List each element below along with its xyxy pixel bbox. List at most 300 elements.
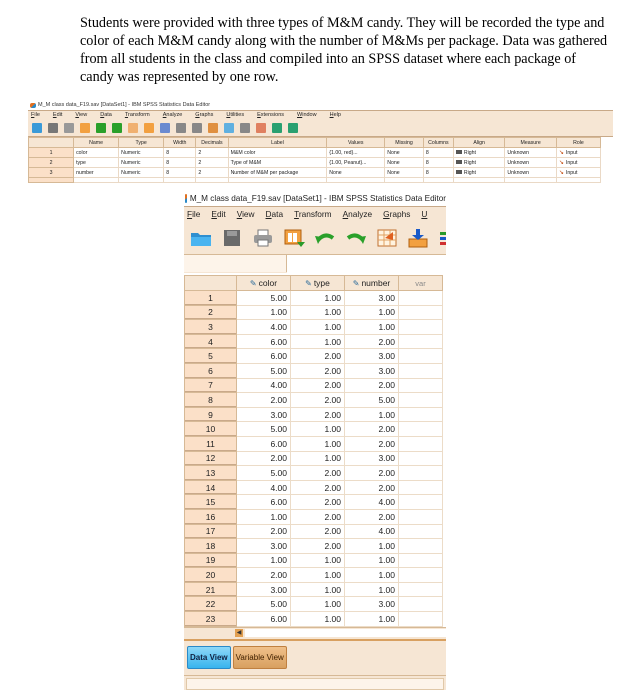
- variable-table: [28, 137, 601, 183]
- cell-text: Right: [463, 159, 477, 166]
- cell-label[interactable]: [228, 168, 327, 178]
- cell-color[interactable]: 3.00: [237, 407, 291, 422]
- value-labels-icon[interactable]: [272, 123, 282, 133]
- cell-type[interactable]: 1.00: [291, 553, 345, 568]
- row-number[interactable]: 17: [185, 524, 237, 539]
- cell-text: Numeric: [121, 169, 141, 176]
- row-number[interactable]: 1: [185, 291, 237, 306]
- cell-type[interactable]: 1.00: [291, 320, 345, 335]
- cell-number[interactable]: 2.00: [345, 334, 399, 349]
- column-header-measure[interactable]: Measure: [505, 138, 557, 148]
- data-row: [185, 539, 443, 554]
- empty-cell[interactable]: [164, 178, 196, 183]
- cell-var[interactable]: [399, 393, 443, 408]
- column-header-align[interactable]: Align: [453, 138, 505, 148]
- data-row: [185, 480, 443, 495]
- column-header-width[interactable]: Width: [164, 138, 196, 148]
- cell-type[interactable]: 2.00: [291, 539, 345, 554]
- cell-text: Unknown: [507, 169, 530, 176]
- cell-editor-bar: [184, 254, 446, 273]
- print-icon[interactable]: [252, 228, 274, 248]
- cell-color[interactable]: 6.00: [237, 334, 291, 349]
- cell-text: {1.00, Peanut}...: [329, 159, 367, 166]
- column-name: number: [361, 278, 391, 288]
- cell-number[interactable]: 2.00: [345, 509, 399, 524]
- open-folder-icon[interactable]: [190, 228, 212, 248]
- empty-cell[interactable]: [327, 178, 385, 183]
- cell-var[interactable]: [399, 291, 443, 306]
- cell-text: Numeric: [121, 149, 141, 156]
- cell-columns[interactable]: [423, 168, 453, 178]
- column-name: type: [313, 278, 330, 288]
- cell-type[interactable]: 1.00: [291, 568, 345, 583]
- cell-color[interactable]: 2.00: [237, 524, 291, 539]
- cell-number[interactable]: 1.00: [345, 582, 399, 597]
- menu-help[interactable]: Help: [329, 112, 341, 118]
- cell-label[interactable]: [228, 148, 327, 158]
- row-number[interactable]: 9: [185, 407, 237, 422]
- cell-var[interactable]: [399, 509, 443, 524]
- empty-cell[interactable]: [29, 178, 74, 183]
- row-number[interactable]: 22: [185, 597, 237, 612]
- cell-var[interactable]: [399, 407, 443, 422]
- menu-bar: [28, 110, 613, 119]
- cell-text: None: [387, 169, 400, 176]
- empty-cell[interactable]: [453, 178, 505, 183]
- row-number[interactable]: 2: [185, 305, 237, 320]
- menu-data[interactable]: Data: [100, 112, 112, 118]
- intro-paragraph: Students were provided with three types of M&M candy. They will be recorded the type and color of each M&M candy along with the number of M&Ms per package. Data was gathered from all students in the class and compiled into an SPSS dataset where each package of candy was represented by one row.: [80, 15, 608, 85]
- cell-var[interactable]: [399, 480, 443, 495]
- cell-text: M&M color: [230, 149, 256, 156]
- print-icon[interactable]: [64, 123, 74, 133]
- cell-color[interactable]: 4.00: [237, 480, 291, 495]
- cell-type[interactable]: [119, 148, 164, 158]
- empty-cell[interactable]: [196, 178, 228, 183]
- scroll-track[interactable]: [245, 629, 446, 637]
- menu-graphs[interactable]: Graphs: [383, 209, 411, 219]
- menu-data[interactable]: Data: [265, 209, 284, 219]
- spss-app-icon: [185, 194, 187, 203]
- cell-text: Right: [463, 169, 477, 176]
- save-icon[interactable]: [221, 228, 243, 248]
- column-header-color[interactable]: [237, 276, 291, 291]
- cell-measure[interactable]: [505, 168, 557, 178]
- data-row: [185, 363, 443, 378]
- row-number[interactable]: 5: [185, 349, 237, 364]
- cell-number[interactable]: 2.00: [345, 436, 399, 451]
- weight-cases-icon[interactable]: [256, 123, 266, 133]
- cell-text: None: [387, 149, 400, 156]
- cell-text: Input: [565, 150, 578, 156]
- split-file-icon[interactable]: [240, 123, 250, 133]
- menu-view[interactable]: View: [236, 209, 255, 219]
- cell-text: 8: [425, 159, 429, 166]
- cell-number[interactable]: 1.00: [345, 539, 399, 554]
- corner-cell: [185, 276, 237, 291]
- cell-number[interactable]: 1.00: [345, 568, 399, 583]
- row-number[interactable]: 1: [29, 148, 74, 158]
- column-header-type[interactable]: [291, 276, 345, 291]
- goto-variable-icon[interactable]: [144, 123, 154, 133]
- undo-icon[interactable]: [96, 123, 106, 133]
- cell-type[interactable]: 2.00: [291, 495, 345, 510]
- cell-align[interactable]: [453, 158, 505, 168]
- data-row: [185, 612, 443, 627]
- cell-number[interactable]: 2.00: [345, 466, 399, 481]
- cell-color[interactable]: 4.00: [237, 320, 291, 335]
- cell-color[interactable]: 5.00: [237, 597, 291, 612]
- row-number[interactable]: 20: [185, 568, 237, 583]
- menu-file[interactable]: File: [187, 209, 201, 219]
- cell-color[interactable]: 6.00: [237, 495, 291, 510]
- cell-var[interactable]: [399, 466, 443, 481]
- row-number[interactable]: 4: [185, 334, 237, 349]
- cell-align[interactable]: [453, 148, 505, 158]
- cell-var[interactable]: [399, 597, 443, 612]
- cell-type[interactable]: 1.00: [291, 436, 345, 451]
- save-icon[interactable]: [48, 123, 58, 133]
- cell-value-box[interactable]: [287, 255, 446, 273]
- variable-row: [29, 168, 601, 178]
- cell-type[interactable]: 2.00: [291, 393, 345, 408]
- cell-values[interactable]: [327, 148, 385, 158]
- cell-decimals[interactable]: [196, 148, 228, 158]
- cell-reference-box[interactable]: [184, 255, 287, 272]
- cell-color[interactable]: 6.00: [237, 349, 291, 364]
- cell-color[interactable]: 1.00: [237, 305, 291, 320]
- cell-var[interactable]: [399, 451, 443, 466]
- cell-role[interactable]: [556, 168, 600, 178]
- data-row: [185, 495, 443, 510]
- menu-extensions[interactable]: Extensions: [257, 112, 285, 118]
- undo-icon[interactable]: [314, 228, 336, 248]
- scale-variable-icon: ✎: [352, 279, 360, 288]
- cell-color[interactable]: 4.00: [237, 378, 291, 393]
- cell-var[interactable]: [399, 539, 443, 554]
- row-number[interactable]: 6: [185, 363, 237, 378]
- cell-var[interactable]: [399, 524, 443, 539]
- cell-name[interactable]: [74, 158, 119, 168]
- cell-number[interactable]: 2.00: [345, 480, 399, 495]
- cell-color[interactable]: 1.00: [237, 509, 291, 524]
- column-header-number[interactable]: [345, 276, 399, 291]
- row-number[interactable]: 3: [29, 168, 74, 178]
- row-number[interactable]: 2: [29, 158, 74, 168]
- row-number[interactable]: 8: [185, 393, 237, 408]
- cell-values[interactable]: [327, 158, 385, 168]
- menu-bar: [184, 206, 446, 222]
- insert-variable-icon[interactable]: [224, 123, 234, 133]
- open-folder-icon[interactable]: [32, 123, 42, 133]
- variables-icon[interactable]: [160, 123, 170, 133]
- window-title: M_M class data_F19.sav [DataSet1] - IBM SPSS Statistics Data Editor: [189, 193, 446, 203]
- cell-number[interactable]: 2.00: [345, 378, 399, 393]
- spss-app-icon: [30, 103, 36, 108]
- cell-var[interactable]: [399, 568, 443, 583]
- cell-var[interactable]: [399, 553, 443, 568]
- cell-number[interactable]: 4.00: [345, 495, 399, 510]
- cell-text: number: [76, 169, 94, 176]
- cell-values[interactable]: [327, 168, 385, 178]
- cell-type[interactable]: [119, 158, 164, 168]
- cell-color[interactable]: 6.00: [237, 612, 291, 627]
- data-row: [185, 436, 443, 451]
- cell-text: 8: [425, 149, 429, 156]
- row-number[interactable]: 23: [185, 612, 237, 627]
- row-number[interactable]: 18: [185, 539, 237, 554]
- row-number[interactable]: 11: [185, 436, 237, 451]
- data-view-window: [184, 190, 446, 670]
- row-number[interactable]: 12: [185, 451, 237, 466]
- cell-text: 2: [198, 149, 202, 156]
- horizontal-scrollbar[interactable]: [184, 627, 446, 641]
- run-descriptives-icon[interactable]: [176, 123, 186, 133]
- cell-text: {1.00, red}...: [329, 149, 358, 156]
- cell-missing[interactable]: [385, 168, 424, 178]
- cell-color[interactable]: 5.00: [237, 422, 291, 437]
- title-bar: [184, 190, 446, 206]
- empty-cell[interactable]: [505, 178, 557, 183]
- cell-number[interactable]: 2.00: [345, 422, 399, 437]
- cell-number[interactable]: 3.00: [345, 363, 399, 378]
- empty-cell[interactable]: [119, 178, 164, 183]
- cell-role[interactable]: [556, 148, 600, 158]
- cell-missing[interactable]: [385, 148, 424, 158]
- data-row: [185, 597, 443, 612]
- cell-var[interactable]: [399, 363, 443, 378]
- cell-text: 8: [166, 149, 170, 156]
- cell-number[interactable]: 3.00: [345, 291, 399, 306]
- cell-var[interactable]: [399, 495, 443, 510]
- cell-type[interactable]: 2.00: [291, 407, 345, 422]
- cell-name[interactable]: [74, 168, 119, 178]
- cell-type[interactable]: 2.00: [291, 378, 345, 393]
- cell-number[interactable]: 3.00: [345, 349, 399, 364]
- column-header-label[interactable]: Label: [228, 138, 327, 148]
- goto-variable-icon[interactable]: [407, 228, 429, 248]
- row-number[interactable]: 13: [185, 466, 237, 481]
- cell-decimals[interactable]: [196, 168, 228, 178]
- cell-number[interactable]: 4.00: [345, 524, 399, 539]
- data-row: [185, 582, 443, 597]
- data-row: [185, 568, 443, 583]
- scale-variable-icon: ✎: [249, 279, 257, 288]
- menu-file[interactable]: File: [31, 112, 40, 118]
- cell-type[interactable]: 2.00: [291, 524, 345, 539]
- row-number[interactable]: 7: [185, 378, 237, 393]
- cell-color[interactable]: 2.00: [237, 393, 291, 408]
- data-row: [185, 349, 443, 364]
- column-header-columns[interactable]: Columns: [423, 138, 453, 148]
- cell-type[interactable]: 1.00: [291, 612, 345, 627]
- cell-text: type: [76, 159, 86, 166]
- cell-text: 2: [198, 159, 202, 166]
- redo-icon[interactable]: [112, 123, 122, 133]
- goto-case-icon[interactable]: [128, 123, 138, 133]
- menu-graphs[interactable]: Graphs: [195, 112, 214, 118]
- column-header-name[interactable]: Name: [74, 138, 119, 148]
- empty-cell[interactable]: [228, 178, 327, 183]
- goto-case-icon[interactable]: [376, 228, 398, 248]
- empty-row: [29, 178, 601, 183]
- cell-text: Right: [463, 149, 477, 156]
- cell-color[interactable]: 2.00: [237, 568, 291, 583]
- cell-var[interactable]: [399, 422, 443, 437]
- cell-text: 8: [425, 169, 429, 176]
- empty-cell[interactable]: [74, 178, 119, 183]
- menu-edit[interactable]: Edit: [211, 209, 226, 219]
- cell-text: Input: [565, 170, 578, 176]
- variable-row: [29, 158, 601, 168]
- tab-data-view[interactable]: Data View: [187, 646, 231, 669]
- cell-number[interactable]: 1.00: [345, 407, 399, 422]
- cell-decimals[interactable]: [196, 158, 228, 168]
- cell-text: Unknown: [507, 159, 530, 166]
- variable-view-window: [28, 101, 613, 187]
- cell-color[interactable]: 1.00: [237, 553, 291, 568]
- column-name: color: [258, 278, 278, 288]
- cell-color[interactable]: 5.00: [237, 363, 291, 378]
- menu-analyze[interactable]: Analyze: [162, 112, 183, 118]
- cell-type[interactable]: 2.00: [291, 349, 345, 364]
- menu-analyze[interactable]: Analyze: [342, 209, 373, 219]
- cell-columns[interactable]: [423, 158, 453, 168]
- cell-label[interactable]: [228, 158, 327, 168]
- cell-number[interactable]: 5.00: [345, 393, 399, 408]
- input-role-icon: ↘: [558, 150, 564, 156]
- cell-var[interactable]: [399, 378, 443, 393]
- empty-cell[interactable]: [385, 178, 424, 183]
- cell-type[interactable]: 1.00: [291, 451, 345, 466]
- cell-type[interactable]: 2.00: [291, 466, 345, 481]
- cell-width[interactable]: [164, 168, 196, 178]
- cell-type[interactable]: 1.00: [291, 597, 345, 612]
- cell-missing[interactable]: [385, 158, 424, 168]
- cell-var[interactable]: [399, 320, 443, 335]
- data-row: [185, 393, 443, 408]
- empty-cell[interactable]: [423, 178, 453, 183]
- cell-number[interactable]: 3.00: [345, 597, 399, 612]
- menu-edit[interactable]: Edit: [52, 112, 63, 118]
- data-row: [185, 378, 443, 393]
- redo-icon[interactable]: [345, 228, 367, 248]
- dialog-recall-icon[interactable]: [283, 228, 305, 248]
- cell-name[interactable]: [74, 148, 119, 158]
- row-number[interactable]: 14: [185, 480, 237, 495]
- toolbar: [184, 222, 446, 254]
- row-number[interactable]: 19: [185, 553, 237, 568]
- menu-view[interactable]: View: [75, 112, 88, 118]
- row-number[interactable]: 21: [185, 582, 237, 597]
- cell-type[interactable]: 1.00: [291, 334, 345, 349]
- cell-type[interactable]: 2.00: [291, 480, 345, 495]
- cell-type[interactable]: 1.00: [291, 422, 345, 437]
- scale-variable-icon: ✎: [305, 279, 312, 288]
- column-header-decimals[interactable]: Decimals: [196, 138, 228, 148]
- cell-number[interactable]: 1.00: [345, 320, 399, 335]
- cell-number[interactable]: 1.00: [345, 553, 399, 568]
- cell-var[interactable]: [399, 305, 443, 320]
- cell-measure[interactable]: [505, 148, 557, 158]
- menu-window[interactable]: Window: [297, 112, 317, 118]
- row-number[interactable]: 3: [185, 320, 237, 335]
- column-header-values[interactable]: Values: [327, 138, 385, 148]
- data-row: [185, 407, 443, 422]
- cell-width[interactable]: [164, 158, 196, 168]
- cell-color[interactable]: 5.00: [237, 466, 291, 481]
- variables-icon[interactable]: [438, 228, 446, 248]
- tab-variable-view[interactable]: Variable View: [233, 646, 287, 669]
- align-right-icon: [456, 160, 462, 164]
- cell-columns[interactable]: [423, 148, 453, 158]
- cell-text: 8: [166, 169, 170, 176]
- cell-color[interactable]: 6.00: [237, 436, 291, 451]
- cell-text: None: [387, 159, 400, 166]
- insert-cases-icon[interactable]: [208, 123, 218, 133]
- cell-type[interactable]: 1.00: [291, 305, 345, 320]
- cell-color[interactable]: 2.00: [237, 451, 291, 466]
- cell-width[interactable]: [164, 148, 196, 158]
- cell-var[interactable]: [399, 582, 443, 597]
- cell-type[interactable]: 2.00: [291, 363, 345, 378]
- menu-utilities-truncated[interactable]: U: [421, 209, 428, 219]
- cell-text: Unknown: [507, 149, 530, 156]
- column-header-var[interactable]: var: [399, 276, 443, 291]
- dialog-recall-icon[interactable]: [80, 123, 90, 133]
- row-number[interactable]: 16: [185, 509, 237, 524]
- row-number[interactable]: 15: [185, 495, 237, 510]
- cell-type[interactable]: 2.00: [291, 509, 345, 524]
- cell-var[interactable]: [399, 334, 443, 349]
- input-role-icon: ↘: [558, 170, 564, 176]
- find-icon[interactable]: [192, 123, 202, 133]
- cell-color[interactable]: 3.00: [237, 539, 291, 554]
- cell-number[interactable]: 1.00: [345, 612, 399, 627]
- data-row: [185, 422, 443, 437]
- cell-type[interactable]: 1.00: [291, 291, 345, 306]
- cell-text: Numeric: [121, 159, 141, 166]
- column-header-type[interactable]: Type: [119, 138, 164, 148]
- cell-align[interactable]: [453, 168, 505, 178]
- menu-utilities[interactable]: Utilities: [226, 112, 245, 118]
- scroll-left-arrow-icon[interactable]: ◀: [236, 630, 242, 637]
- column-header-role[interactable]: Role: [556, 138, 600, 148]
- row-number[interactable]: 10: [185, 422, 237, 437]
- column-header-missing[interactable]: Missing: [385, 138, 424, 148]
- data-row: [185, 291, 443, 306]
- cell-number[interactable]: 1.00: [345, 305, 399, 320]
- cell-var[interactable]: [399, 436, 443, 451]
- cell-text: None: [329, 169, 342, 176]
- empty-cell[interactable]: [556, 178, 600, 183]
- data-row: [185, 524, 443, 539]
- cell-number[interactable]: 3.00: [345, 451, 399, 466]
- cell-color[interactable]: 5.00: [237, 291, 291, 306]
- cell-measure[interactable]: [505, 158, 557, 168]
- use-variable-sets-icon[interactable]: [288, 123, 298, 133]
- cell-type[interactable]: [119, 168, 164, 178]
- cell-color[interactable]: 3.00: [237, 582, 291, 597]
- menu-transform[interactable]: Transform: [124, 112, 150, 118]
- cell-var[interactable]: [399, 349, 443, 364]
- cell-role[interactable]: [556, 158, 600, 168]
- cell-type[interactable]: 1.00: [291, 582, 345, 597]
- cell-var[interactable]: [399, 612, 443, 627]
- data-row: [185, 334, 443, 349]
- menu-transform[interactable]: Transform: [294, 209, 332, 219]
- input-role-icon: ↘: [558, 160, 564, 166]
